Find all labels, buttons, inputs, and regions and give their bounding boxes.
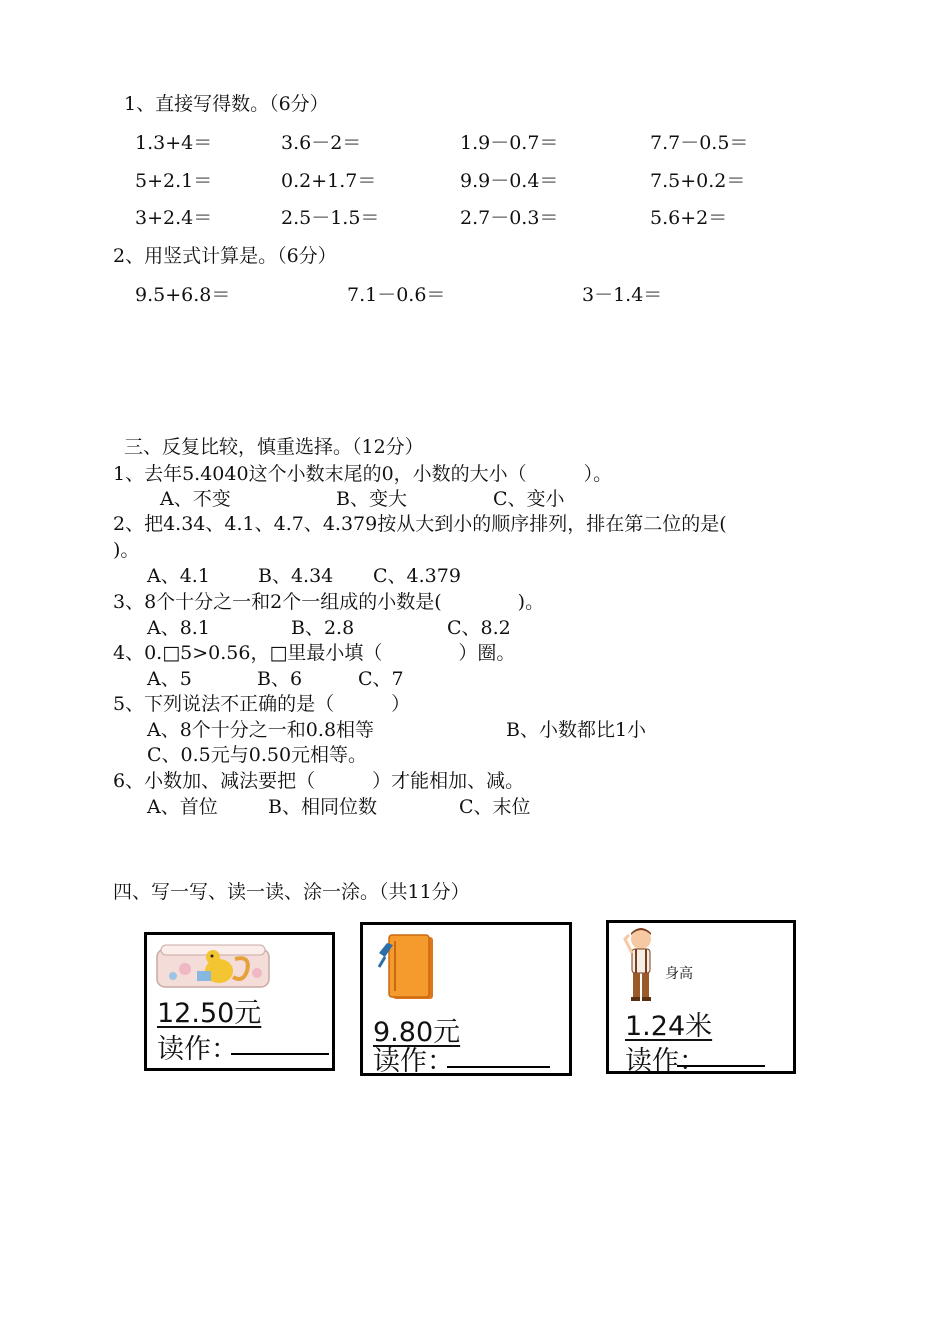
s3-q3-option-c: C、8.2 — [447, 617, 511, 639]
s3-q5: 5、下列说法不正确的是（ ） — [113, 693, 411, 715]
s3-q5-option-b: B、小数都比1小 — [506, 719, 647, 741]
q1-item: 5.6+2＝ — [650, 207, 728, 229]
s3-q4-option-a: A、5 — [147, 668, 192, 690]
price-amount: 12.50元 — [157, 998, 262, 1029]
price-amount: 9.80元 — [373, 1017, 461, 1048]
answer-line — [231, 1053, 329, 1055]
s3-q2-cont: )。 — [113, 539, 140, 561]
s3-q3-option-a: A、8.1 — [147, 617, 210, 639]
s3-q3: 3、8个十分之一和2个一组成的小数是( )。 — [113, 591, 545, 613]
section3-title: 三、反复比较，慎重选择。（12分） — [124, 436, 424, 458]
height-card — [606, 920, 796, 1077]
s3-q4-option-c: C、7 — [358, 668, 404, 690]
s3-q6: 6、小数加、减法要把（ ）才能相加、减。 — [113, 770, 525, 792]
q2-title: 2、用竖式计算是。（6分） — [113, 245, 337, 267]
q1-item: 3.6－2＝ — [281, 132, 362, 154]
s3-q5-option-a: A、8个十分之一和0.8相等 — [147, 719, 375, 741]
q1-item: 2.5－1.5＝ — [281, 207, 380, 229]
s3-q6-option-a: A、首位 — [147, 796, 218, 818]
q2-item: 3－1.4＝ — [582, 284, 663, 306]
s3-q1: 1、去年5.4040这个小数末尾的0，小数的大小（ ）。 — [113, 463, 613, 485]
q1-item: 7.5+0.2＝ — [650, 170, 746, 192]
s3-q2-option-c: C、4.379 — [373, 565, 461, 587]
s3-q2-option-a: A、4.1 — [147, 565, 210, 587]
height-amount: 1.24米 — [625, 1011, 713, 1042]
pencil-case-icon — [155, 941, 273, 995]
s3-q3-option-b: B、2.8 — [291, 617, 355, 639]
notebook-icon — [375, 933, 437, 1009]
q1-title: 1、直接写得数。（6分） — [124, 93, 329, 115]
boy-icon — [621, 925, 661, 1009]
q1-item: 1.3+4＝ — [135, 132, 213, 154]
height-tag: 身高 — [665, 966, 693, 982]
q1-item: 7.7－0.5＝ — [650, 132, 749, 154]
read-as-label: 读作： — [157, 1034, 238, 1065]
s3-q4: 4、0.□5>0.56，□里最小填（ ）圈。 — [113, 642, 516, 664]
read-as-label: 读作： — [625, 1046, 706, 1077]
s3-q2-option-b: B、4.34 — [258, 565, 334, 587]
section4-title: 四、写一写、读一读、涂一涂。（共11分） — [113, 881, 470, 903]
s3-q1-option-a: A、不变 — [160, 488, 231, 510]
q2-item: 9.5+6.8＝ — [135, 284, 231, 306]
q1-item: 0.2+1.7＝ — [281, 170, 377, 192]
price-card-notebook — [360, 922, 572, 1076]
q1-item: 3+2.4＝ — [135, 207, 213, 229]
s3-q6-option-c: C、末位 — [459, 796, 531, 818]
q1-item: 5+2.1＝ — [135, 170, 213, 192]
s3-q5-option-c: C、0.5元与0.50元相等。 — [147, 744, 368, 766]
answer-line — [677, 1065, 765, 1067]
s3-q6-option-b: B、相同位数 — [268, 796, 377, 818]
q2-item: 7.1－0.6＝ — [347, 284, 446, 306]
s3-q1-option-c: C、变小 — [493, 488, 565, 510]
q1-item: 1.9－0.7＝ — [460, 132, 559, 154]
s3-q2: 2、把4.34、4.1、4.7、4.379按从大到小的顺序排列，排在第二位的是( — [113, 513, 727, 535]
q1-item: 2.7－0.3＝ — [460, 207, 559, 229]
s3-q4-option-b: B、6 — [257, 668, 303, 690]
price-card-pencil-case — [144, 932, 335, 1071]
q1-item: 9.9－0.4＝ — [460, 170, 559, 192]
s3-q1-option-b: B、变大 — [336, 488, 407, 510]
answer-line — [447, 1066, 550, 1068]
read-as-label: 读作： — [373, 1046, 454, 1077]
